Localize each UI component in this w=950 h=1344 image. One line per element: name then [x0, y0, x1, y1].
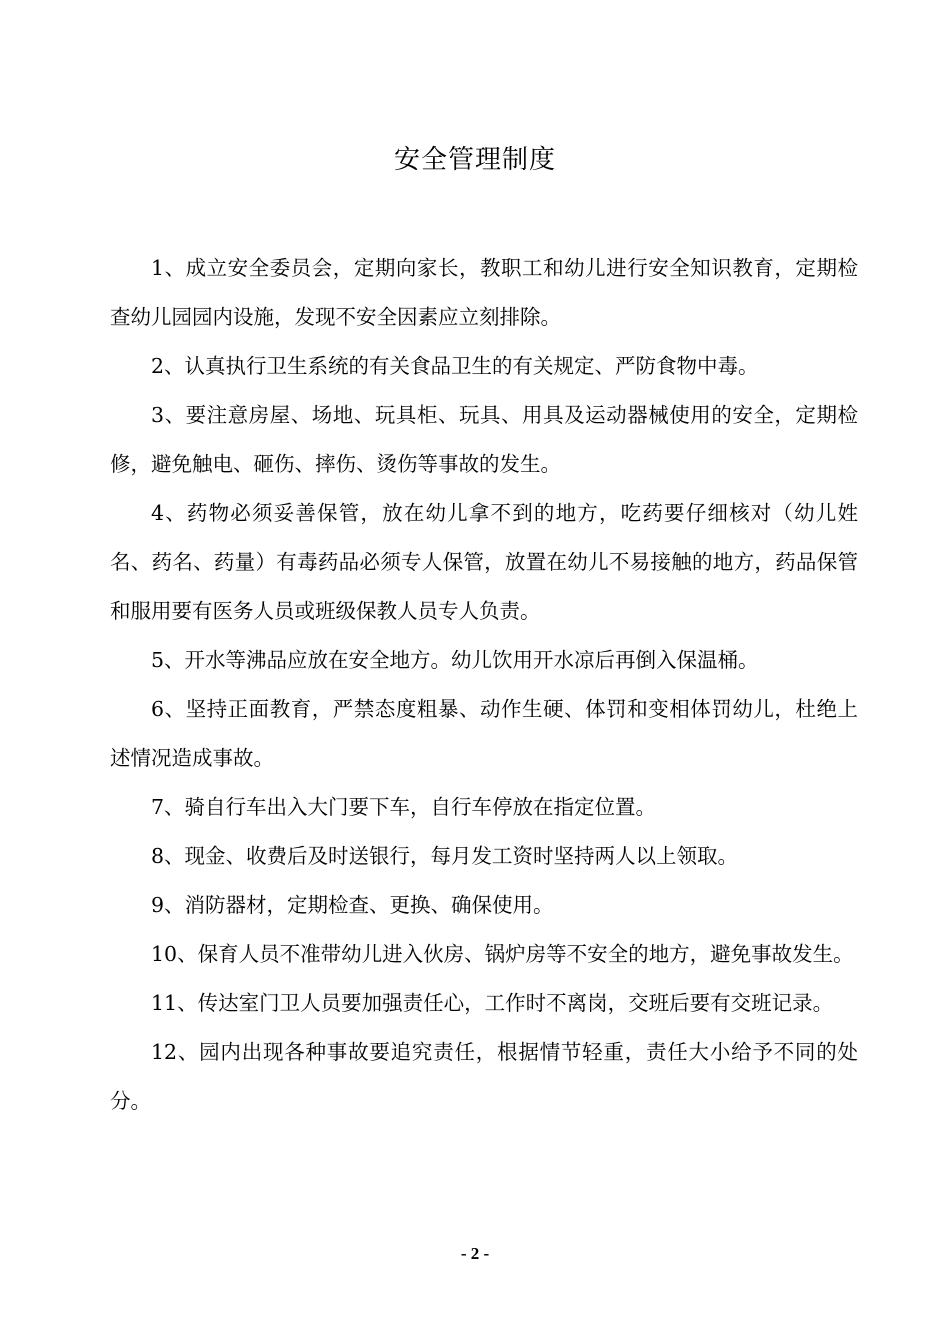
- paragraph-10: 10、保育人员不准带幼儿进入伙房、锅炉房等不安全的地方，避免事故发生。: [151, 942, 854, 966]
- paragraph-5: 5、开水等沸品应放在安全地方。幼儿饮用开水凉后再倒入保温桶。: [151, 648, 759, 672]
- document-body: [110, 244, 858, 1126]
- paragraph-12: 12、园内出现各种事故要追究责任，根据情节轻重，责任大小给予不同的处分。: [110, 1040, 858, 1113]
- paragraph-9: 9、消防器材，定期检查、更换、确保使用。: [151, 893, 554, 917]
- paragraph-6: 6、坚持正面教育，严禁态度粗暴、动作生硬、体罚和变相体罚幼儿，杜绝上述情况造成事故。: [110, 697, 858, 770]
- paragraph-7: 7、骑自行车出入大门要下车，自行车停放在指定位置。: [151, 795, 657, 819]
- paragraph-3: 3、要注意房屋、场地、玩具柜、玩具、用具及运动器械使用的安全，定期检修，避免触电、砸伤、摔伤、烫伤等事故的发生。: [110, 403, 858, 476]
- paragraph-11: 11、传达室门卫人员要加强责任心，工作时不离岗，交班后要有交班记录。: [151, 991, 834, 1015]
- page-number: - 2 -: [460, 1244, 490, 1263]
- document-title: 安全管理制度: [393, 145, 556, 175]
- paragraph-8: 8、现金、收费后及时送银行，每月发工资时坚持两人以上领取。: [151, 844, 739, 868]
- paragraph-1: 1、成立安全委员会，定期向家长，教职工和幼儿进行安全知识教育，定期检查幼儿园园内设施，发现不安全因素应立刻排除。: [110, 256, 858, 329]
- paragraph-4: 4、药物必须妥善保管，放在幼儿拿不到的地方，吃药要仔细核对（幼儿姓名、药名、药量）有毒药品必须专人保管，放置在幼儿不易接触的地方，药品保管和服用要有医务人员或班级保教人员专人负责。: [110, 501, 858, 623]
- paragraph-2: 2、认真执行卫生系统的有关食品卫生的有关规定、严防食物中毒。: [151, 354, 759, 378]
